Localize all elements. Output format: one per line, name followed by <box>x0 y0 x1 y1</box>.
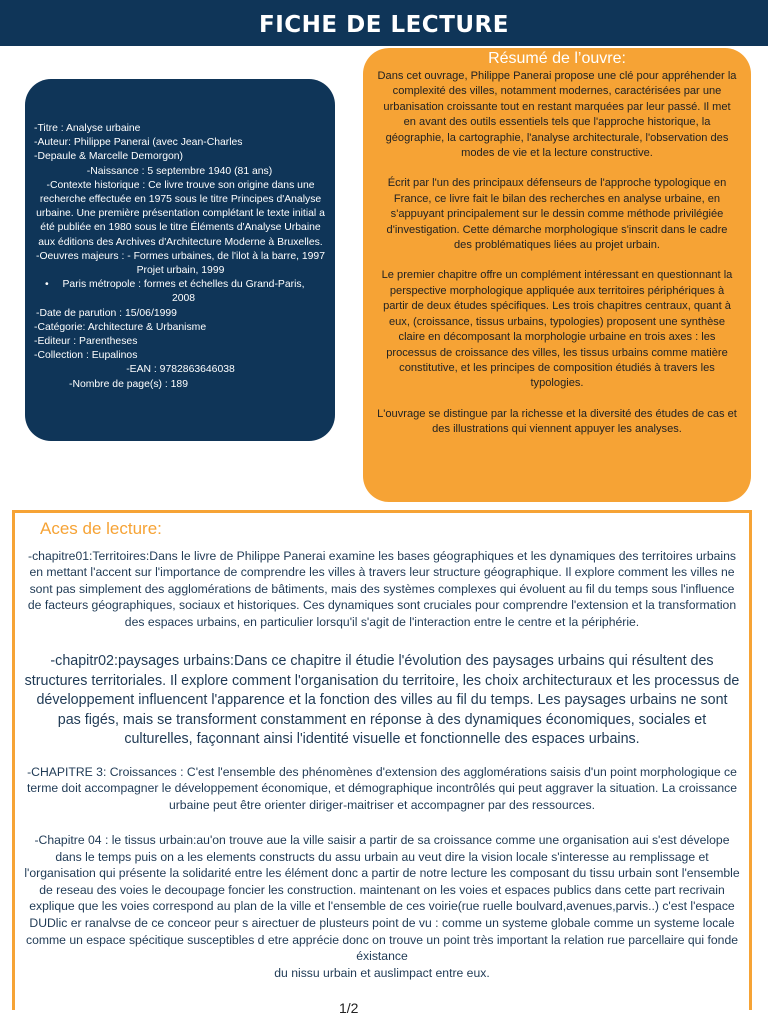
summary-paragraph-1: Dans cet ouvrage, Philippe Panerai propose une clé pour appréhender la complexité des villes, notamment modernes, caractérisées par une urbanisation croissante tout en restant marquées par leur passé. Il met en avant des outils essentiels tels que l'approche historique, la géographie, la cartographie, l'analyse architecturale, l'observation des modes de vie et la lecture constructive. <box>377 70 737 160</box>
chapter-4-part-2: DUDlic er ranalvse de ce conceor peur s airectuer de plusteurs point de vu : comme un systeme globale comme un systeme locale comme un espace spécitique susceptibles d etre apprécie donc on trouve un point très important la relation rue parcellaire qui fonde éxistance <box>25 915 739 964</box>
book-info-card <box>25 79 335 441</box>
info-pages: -Nombre de page(s) : 189 <box>69 378 188 390</box>
summary-paragraph-4: L'ouvrage se distingue par la richesse et la diversité des études de cas et des illustrations qui viennent appuyer les analyses. <box>377 407 737 436</box>
info-title: -Titre : Analyse urbaine <box>34 123 141 134</box>
info-project: Projet urbain, 1999 <box>136 265 225 277</box>
info-context: -Contexte historique : Ce livre trouve son origine dans une recherche effectuée en 1975 sous le titre Principes d'Analyse urbaine. Une première présentation complétant le texte initial a été publiée en 1980 sous le titre Éléments d'Analyse Urbaine aux éditions des Archives d'Architecture Moderne à Bruxelles. <box>36 179 325 248</box>
bullet-icon: • <box>45 279 49 291</box>
axes-title: Aces de lecture: <box>40 519 162 538</box>
info-publisher: -Editeur : Parentheses <box>34 336 138 348</box>
chapter-4-text <box>23 832 741 981</box>
header-bar <box>0 0 768 46</box>
chapter-4-part-1: -Chapitre 04 : le tissus urbain:au'on trouve aue la ville saisir a partir de sa croissance comme une organisation aui s'est dévelope dans le temps puis on a les elements constructs du assu urbain au veut dire la vision locale s'interesse au remplissage et l'organisation qui présente la solidarité entre les élément donc a partir de notre lecture les composant du tissu urbain sont l'ensemble de reseau des voies le decoupage foncier les construction. maintenant on les voies et espaces publics dans cette part recrivain explique que les voies correspond au plan de la ville et l'ensemble de ces voirie(rue ruelle boulvard,avenues,parvis..) c'est l'espace <box>24 833 740 914</box>
info-paris-item <box>34 278 327 306</box>
chapter-4-part-3: du nissu urbain et auslimpact entre eux. <box>274 965 490 980</box>
page-title: FICHE DE LECTURE <box>259 12 509 38</box>
summary-paragraph-3: Le premier chapitre offre un complément intéressant en questionnant la perspective morphologique appliquée aux territoires périphériques à partir de deux études spécifiques. Les trois chapitres centraux, quant à eux, (croissance, tissus urbains, typologies) proposent une synthèse claire en décomposant la morphologie urbaine en trois axes : les processus de croissance des villes, les tissus urbains comme matière constitutive, et les principes de composition étudiés à travers les typologies. <box>381 269 733 390</box>
info-paris: Paris métropole : formes et échelles du Grand-Paris, 2008 <box>62 279 305 305</box>
info-date: -Date de parution : 15/06/1999 <box>36 307 177 319</box>
info-ean: -EAN : 9782863646038 <box>126 364 235 376</box>
info-major-works: -Oeuvres majeurs : - Formes urbaines, de l'ilot à la barre, 1997 <box>35 250 325 262</box>
chapter-2-text: -chapitr02:paysages urbains:Dans ce chapitre il étudie l'évolution des paysages urbains qui résultent des structures territoriales. Il explore comment l'organisation du territoire, les choix architecturaux et les processus de développement influencent l'apparence et la fonction des villes au fil du temps. Les paysages urbains ne sont pas figés, mais se transforment constamment en réponse à des dynamiques économiques, sociales et culturelles, façonnant ainsi l'identité visuelle et fonctionnelle des espaces urbains. <box>24 653 740 747</box>
summary-card <box>363 48 751 502</box>
chapter-1-text: -chapitre01:Territoires:Dans le livre de Philippe Panerai examine les bases géographiques et les dynamiques des territoires urbains en mettant l'accent sur l'importance de comprendre les villes à travers leur structure géographique. Il explore comment les villes ne sont pas simplement des agglomérations de bâtiments, mais des systèmes complexes qui évoluent au fil du temps sous l'influence de facteurs géographiques, sociaux et historiques. Ces dynamiques sont cruciales pour comprendre l'extension et la transformation des espaces urbains, en particulier lorsqu'il s'agit de l'interaction entre le centre et la périphérie. <box>27 549 737 629</box>
info-author-2: -Depaule & Marcelle Demorgon) <box>34 151 183 163</box>
reading-axes-section <box>12 510 752 1010</box>
info-category: -Catégorie: Architecture & Urbanisme <box>34 321 207 333</box>
summary-title: Résumé de l’ouvre: <box>488 50 626 67</box>
summary-paragraph-2: Écrit par l'un des principaux défenseurs de l'approche typologique en France, ce livre fait le bilan des recherches en analyse urbaine, en s'appuyant principalement sur le dessin comme méthode privilégiée d'investigation. Cette démarche morphologique s'inscrit dans le cadre des problématiques liées au projet urbain. <box>386 177 728 252</box>
chapter-3-text: -CHAPITRE 3: Croissances : C'est l'ensemble des phénomènes d'extension des agglomérations saisis d'un point morphologique ce terme doit accompagner le développement économique, et démographique incontrôlés qui peut aggraver la situation. La croissance urbaine peut être orienter diriger-maitriser et accompagner par des ressources. <box>26 765 738 812</box>
info-author-1: -Auteur: Philippe Panerai (avec Jean-Charles <box>34 137 243 149</box>
info-birth: -Naissance : 5 septembre 1940 (81 ans) <box>86 165 273 177</box>
info-collection: -Collection : Eupalinos <box>34 350 138 362</box>
page-number: 1/2 <box>339 1000 359 1016</box>
